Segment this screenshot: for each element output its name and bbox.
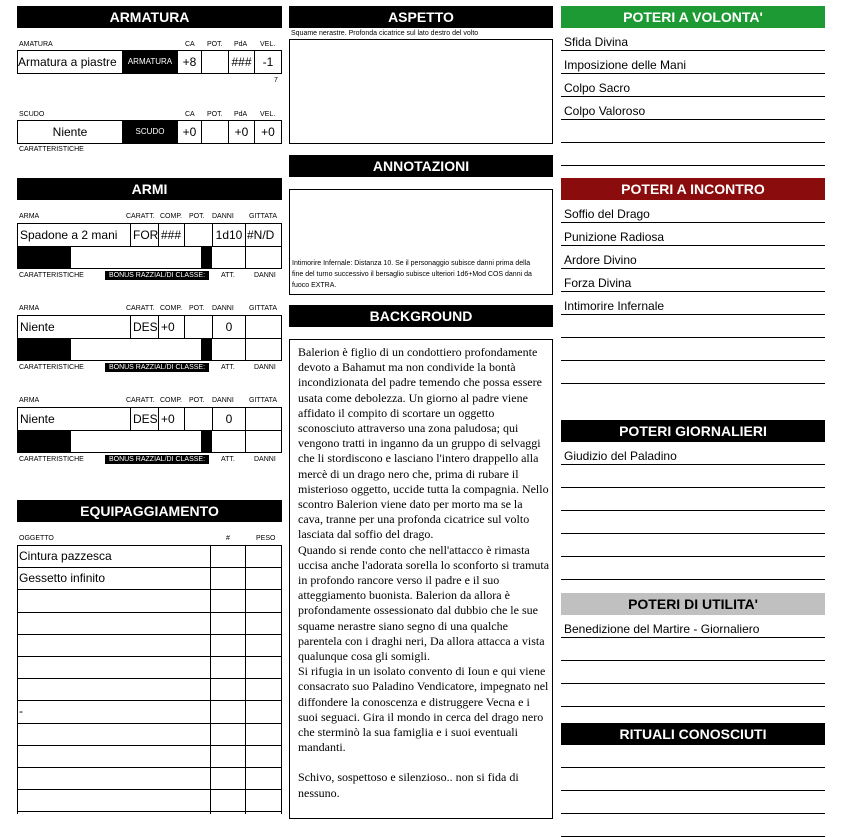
power-line [561, 556, 825, 557]
weapon-col-caratt: CARATT. [126, 213, 155, 220]
weapon-att-field[interactable] [211, 430, 246, 453]
weapon-att-label: ATT. [221, 272, 235, 279]
poteri-volonta-header: POTERI A VOLONTA' [561, 6, 825, 28]
equipment-row [17, 589, 282, 611]
background-paragraph: Schivo, sospettoso e silenzioso.. non si fida di nessuno. [298, 770, 519, 800]
equipment-row [17, 567, 282, 589]
equipment-row-line [17, 723, 282, 724]
power-line [561, 314, 825, 315]
equipment-row [17, 745, 282, 767]
power-line [561, 637, 825, 638]
weapon-name[interactable]: Niente [17, 315, 131, 339]
power-item[interactable]: Soffio del Drago [564, 207, 650, 221]
power-line [561, 683, 825, 684]
background-header: BACKGROUND [289, 305, 553, 327]
equipment-row [17, 656, 282, 678]
power-line [561, 790, 825, 791]
equipment-row [17, 612, 282, 634]
weapon-bonus-field[interactable] [70, 338, 202, 361]
power-line [561, 268, 825, 269]
equipment-row-line [17, 789, 282, 790]
equipment-col-divider [210, 545, 211, 814]
weapon-caratt-block [17, 430, 71, 453]
armor-label: AMATURA [19, 41, 53, 48]
power-item[interactable]: Colpo Sacro [564, 81, 631, 95]
aspetto-header: ASPETTO [289, 6, 553, 28]
power-line [561, 291, 825, 292]
equip-col-peso: PESO [256, 535, 276, 542]
weapon-caratt[interactable]: FOR [130, 223, 159, 247]
shield-col-pot: POT. [207, 111, 223, 118]
equipment-row-line [17, 700, 282, 701]
armi-header: ARMI [17, 178, 282, 200]
armor-note: 7 [274, 77, 278, 84]
weapon-danni-field[interactable] [245, 430, 282, 453]
equip-col-num: # [226, 535, 230, 542]
power-item[interactable]: Colpo Valoroso [564, 104, 646, 118]
power-item[interactable]: Sfida Divina [564, 35, 629, 49]
power-line [561, 579, 825, 580]
weapon-col-gittata: GITTATA [249, 305, 277, 312]
weapon-danni-field[interactable] [245, 338, 282, 361]
power-line [561, 533, 825, 534]
weapon-danni[interactable]: 0 [212, 407, 246, 431]
weapon-att-field[interactable] [211, 338, 246, 361]
equipment-col-divider [245, 545, 246, 814]
power-line [561, 50, 825, 51]
weapon-col-pot: POT. [189, 305, 205, 312]
weapon-col-caratt: CARATT. [126, 305, 155, 312]
equipment-border-left [17, 545, 18, 814]
equipment-row-line [17, 745, 282, 746]
weapon-caratteristiche-label: CARATTERISTICHE [19, 272, 84, 279]
armor-col-pda: PdA [234, 41, 248, 48]
weapon-caratt[interactable]: DES [130, 407, 159, 431]
weapon-col-comp: COMP. [160, 213, 183, 220]
weapon-col-comp: COMP. [160, 305, 183, 312]
aspetto-box[interactable] [289, 39, 553, 144]
poteri-giornalieri-header: POTERI GIORNALIERI [561, 420, 825, 442]
equipment-row-line [17, 567, 282, 568]
annotazioni-header: ANNOTAZIONI [289, 155, 553, 177]
power-item[interactable]: Benedizione del Martire - Giornaliero [564, 622, 760, 636]
weapon-col-comp: COMP. [160, 397, 183, 404]
background-paragraph: Balerion è figlio di un condottiero profondamente devoto a Bahamut ma non condivide la bontà incondizionata del padre temendo che possa essere usata come debolezza. Un giorno al padre viene affidato il compito di scortare un oggetto sconosciuto attraverso una zona paludosa; qui vengono tratti in inganno da un gruppo di selvaggi che li stordiscono e lasciano l'intero drappello alla mercè di un drago nero che, prima di rubare il misterioso oggetto, uccide tutta la compagnia. Nello scontro Balerion viene dato per morto ma se la cava, tranne per una profonda cicatrice sul volto lasciata dal soffio del drago. [298, 345, 549, 542]
equipment-row [17, 723, 282, 745]
power-line [561, 767, 825, 768]
equipment-row [17, 789, 282, 811]
shield-name[interactable]: Niente [17, 120, 123, 144]
weapon-col-gittata: GITTATA [249, 213, 277, 220]
weapon-col-arma: ARMA [19, 305, 40, 312]
equipment-row-line [17, 656, 282, 657]
equipment-row-line [17, 589, 282, 590]
weapon-gittata[interactable] [245, 407, 282, 431]
armor-ca[interactable]: +8 [177, 50, 202, 74]
weapon-pot[interactable] [184, 407, 213, 431]
power-item[interactable]: Punizione Radiosa [564, 230, 665, 244]
armor-type: ARMATURA [123, 50, 177, 74]
shield-col-ca: CA [185, 111, 195, 118]
power-line [561, 360, 825, 361]
shield-label: SCUDO [19, 111, 45, 118]
equipment-row [17, 700, 282, 722]
armor-pda[interactable]: ### [228, 50, 255, 74]
annotazioni-box[interactable] [289, 189, 553, 295]
weapon-danni-label: DANNI [254, 364, 276, 371]
weapon-col-pot: POT. [189, 213, 205, 220]
weapon-bonus-label: BONUS RAZZIAL/DI CLASSE: [105, 363, 209, 372]
weapon-comp[interactable]: +0 [158, 315, 185, 339]
equipment-row-line [17, 634, 282, 635]
power-item[interactable]: Ardore Divino [564, 253, 637, 267]
weapon-bonus-field[interactable] [70, 430, 202, 453]
weapon-pot[interactable] [184, 315, 213, 339]
aspetto-text: Squame nerastre. Profonda cicatrice sul lato destro del volto [291, 30, 479, 37]
rituali-header: RITUALI CONOSCIUTI [561, 723, 825, 745]
power-line [561, 165, 825, 166]
weapon-danni-label: DANNI [254, 272, 276, 279]
weapon-col-arma: ARMA [19, 213, 40, 220]
weapon-caratt[interactable]: DES [130, 315, 159, 339]
weapon-gittata[interactable]: #N/D [245, 223, 282, 247]
equipment-item[interactable]: Cintura pazzesca [19, 549, 112, 563]
equipment-row-line [17, 678, 282, 679]
weapon-danni-field[interactable] [245, 246, 282, 269]
power-line [561, 337, 825, 338]
equipment-row [17, 545, 282, 567]
weapon-caratt-block [17, 338, 71, 361]
power-line [561, 510, 825, 511]
weapon-col-danni: DANNI [212, 305, 234, 312]
background-text [298, 345, 550, 801]
weapon-bonus-field[interactable] [70, 246, 202, 269]
power-line [561, 222, 825, 223]
poteri-utilita-header: POTERI DI UTILITA' [561, 593, 825, 615]
equipment-row-line [17, 545, 282, 546]
weapon-pot[interactable] [184, 223, 213, 247]
armor-pot[interactable] [201, 50, 229, 74]
shield-type: SCUDO [123, 120, 177, 144]
equipment-row [17, 811, 282, 833]
shield-vel[interactable]: +0 [254, 120, 282, 144]
weapon-danni[interactable]: 1d10 [212, 223, 246, 247]
poteri-incontro-header: POTERI A INCONTRO [561, 178, 825, 200]
shield-col-vel: VEL. [260, 111, 276, 118]
power-line [561, 383, 825, 384]
weapon-caratteristiche-label: CARATTERISTICHE [19, 456, 84, 463]
armor-caratteristiche-label: CARATTERISTICHE [19, 146, 84, 153]
equipment-row [17, 767, 282, 789]
weapon-col-caratt: CARATT. [126, 397, 155, 404]
weapon-danni[interactable]: 0 [212, 315, 246, 339]
weapon-col-arma: ARMA [19, 397, 40, 404]
weapon-col-danni: DANNI [212, 213, 234, 220]
equipment-row-line [17, 767, 282, 768]
equipment-border-right [281, 545, 282, 814]
armor-col-ca: CA [185, 41, 195, 48]
power-line [561, 119, 825, 120]
weapon-comp[interactable]: ### [158, 223, 185, 247]
weapon-att-field[interactable] [211, 246, 246, 269]
shield-ca[interactable]: +0 [177, 120, 202, 144]
weapon-att-label: ATT. [221, 364, 235, 371]
power-line [561, 706, 825, 707]
equipaggiamento-header: EQUIPAGGIAMENTO [17, 500, 282, 522]
equipment-row-line [17, 612, 282, 613]
equip-col-oggetto: OGGETTO [19, 535, 54, 542]
power-line [561, 464, 825, 465]
shield-pot[interactable] [201, 120, 229, 144]
armor-col-pot: POT. [207, 41, 223, 48]
equipment-item[interactable]: - [19, 704, 23, 719]
weapon-name[interactable]: Spadone a 2 mani [17, 223, 131, 247]
armor-vel[interactable]: -1 [254, 50, 282, 74]
shield-col-pda: PdA [234, 111, 248, 118]
power-line [561, 96, 825, 97]
weapon-gittata[interactable] [245, 315, 282, 339]
power-line [561, 660, 825, 661]
equipment-row [17, 634, 282, 656]
annotazioni-text: Intimorire Infernale: Distanza 10. Se il personaggio subisce danni prima della fine del turno successivo il bersaglio subisce ulteriori 1d6+Mod COS danni da fuoco EXTRA. [292, 260, 532, 289]
equipment-item[interactable]: Gessetto infinito [19, 571, 106, 586]
equipment-row-line [17, 811, 282, 812]
weapon-danni-label: DANNI [254, 456, 276, 463]
power-line [561, 142, 825, 143]
weapon-bonus-label: BONUS RAZZIAL/DI CLASSE: [105, 455, 209, 464]
equipment-row [17, 678, 282, 700]
power-item[interactable]: Intimorire Infernale [564, 299, 665, 313]
weapon-bonus-label: BONUS RAZZIAL/DI CLASSE: [105, 271, 209, 280]
weapon-comp[interactable]: +0 [158, 407, 185, 431]
weapon-att-label: ATT. [221, 456, 235, 463]
background-paragraph [298, 755, 550, 770]
armor-col-vel: VEL. [260, 41, 276, 48]
power-line [561, 487, 825, 488]
power-line [561, 73, 825, 74]
power-item[interactable]: Forza Divina [564, 276, 632, 290]
weapon-caratt-block [17, 246, 71, 269]
power-item[interactable]: Giudizio del Paladino [564, 449, 677, 463]
shield-pda[interactable]: +0 [228, 120, 255, 144]
background-paragraph: Si rifugia in un isolato convento di Ioun e qui viene consacrato suo Paladino Vendicatore, impegnato nel diffondere la conoscenza e distruggere Vecna e i suoi seguaci. Gira il mondo in cerca del drago nero che sterminò la sua famiglia e i suoi eventuali mandanti. [298, 664, 549, 755]
weapon-col-gittata: GITTATA [249, 397, 277, 404]
weapon-col-danni: DANNI [212, 397, 234, 404]
background-paragraph: Quando si rende conto che nell'attacco è rimasta uccisa anche l'adorata sorella lo sconforto si tramuta in profondo rancore verso il padre e il suo atteggiamento buonista. Balerion da allora è profondamente ossessionato dal dubbio che le sue squame nerastre siano segno di una qualche parentela con i draghi neri, Da allora attacca a vista qualunque cosa gli somigli. [298, 542, 550, 664]
weapon-col-pot: POT. [189, 397, 205, 404]
power-item[interactable]: Imposizione delle Mani [564, 58, 687, 72]
power-line [561, 245, 825, 246]
armatura-header: ARMATURA [17, 6, 282, 28]
armor-name[interactable]: Armatura a piastre [17, 50, 123, 74]
weapon-name[interactable]: Niente [17, 407, 131, 431]
weapon-caratteristiche-label: CARATTERISTICHE [19, 364, 84, 371]
